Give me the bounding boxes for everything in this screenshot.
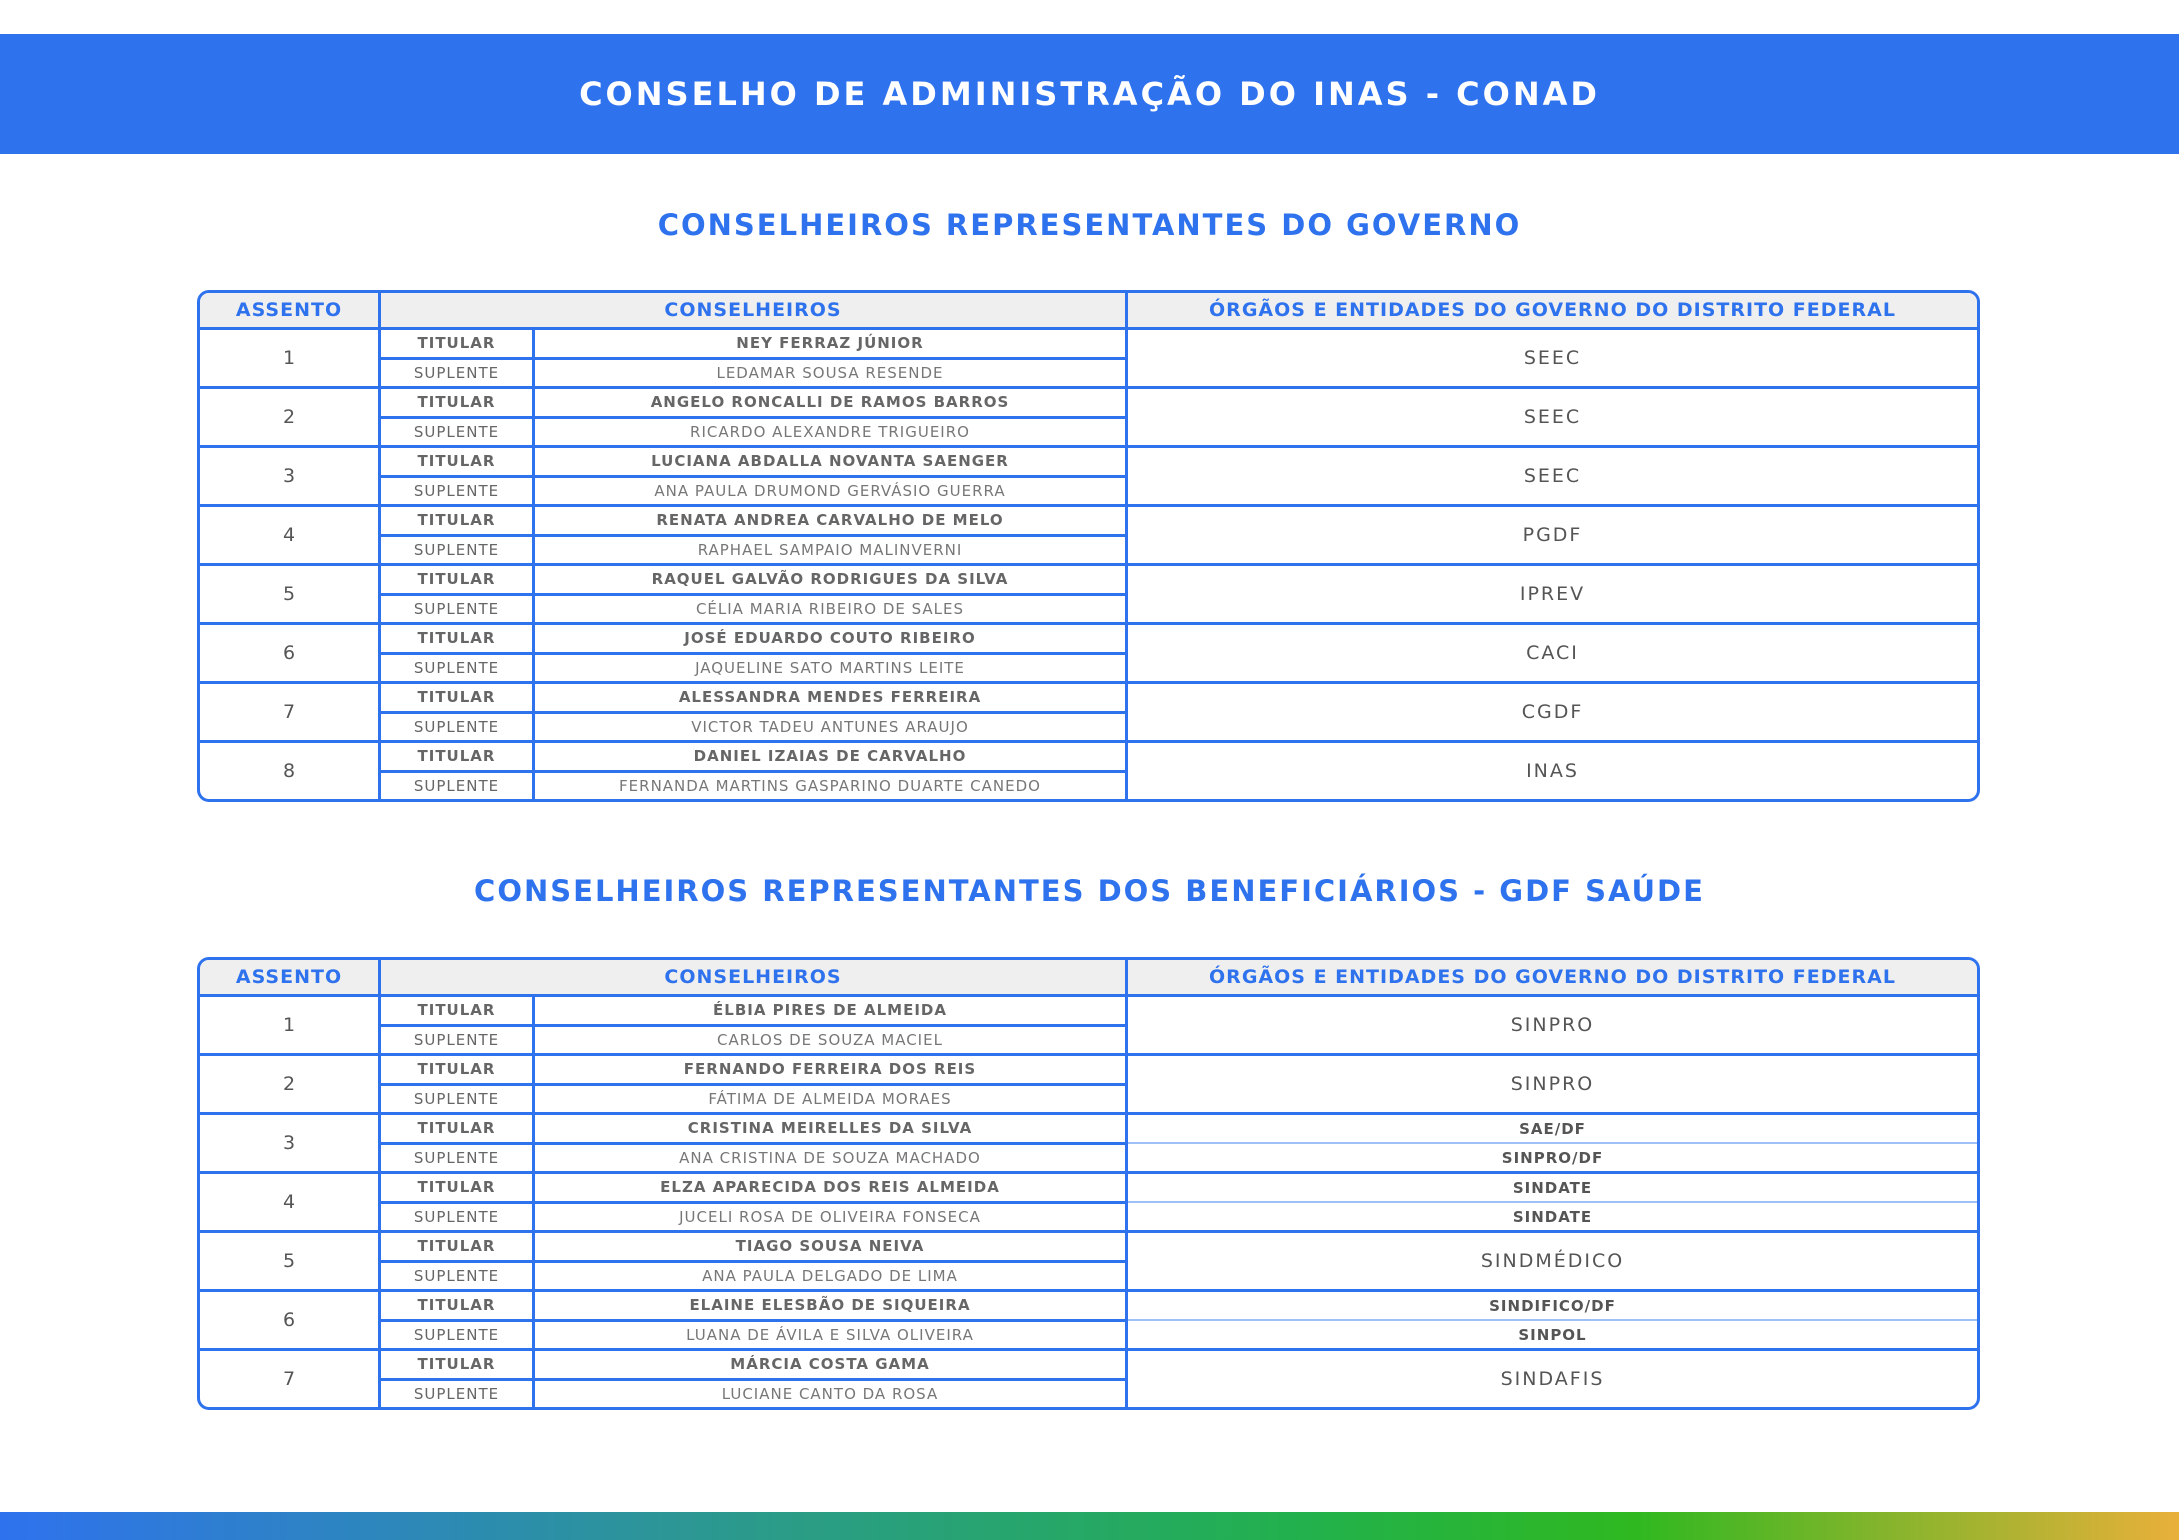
organization-cell (1128, 566, 1977, 622)
suplente-line (381, 1083, 1125, 1113)
titular-line (381, 507, 1125, 534)
suplente-line (381, 1260, 1125, 1290)
table-row (200, 330, 1977, 386)
role-label-titular: TITULAR (381, 1056, 535, 1083)
role-label-titular: TITULAR (381, 743, 535, 770)
councillors-cell (381, 1292, 1128, 1348)
titular-name: NEY FERRAZ JÚNIOR (736, 334, 924, 353)
seat-number: 4 (200, 507, 381, 563)
role-label-suplente: SUPLENTE (381, 537, 535, 564)
organization-suplente: SINPOL (1128, 1319, 1977, 1348)
organization-suplente: SINDATE (1128, 1201, 1977, 1230)
seat-number: 5 (200, 566, 381, 622)
col-header-assento: ASSENTO (200, 960, 381, 994)
suplente-line (381, 416, 1125, 446)
suplente-line (381, 534, 1125, 564)
page-title: CONSELHO DE ADMINISTRAÇÃO DO INAS - CONAD (579, 75, 1600, 113)
seat-number: 5 (200, 1233, 381, 1289)
organization-cell (1128, 330, 1977, 386)
organization-cell (1128, 1233, 1977, 1289)
organization-name: SINPRO (1510, 1073, 1595, 1095)
seat-number: 4 (200, 1174, 381, 1230)
titular-name: RENATA ANDREA CARVALHO DE MELO (656, 511, 1004, 530)
role-label-titular: TITULAR (381, 625, 535, 652)
table-row (200, 1289, 1977, 1348)
suplente-name: RAPHAEL SAMPAIO MALINVERNI (697, 540, 963, 559)
suplente-name: JAQUELINE SATO MARTINS LEITE (695, 658, 965, 677)
role-label-titular: TITULAR (381, 330, 535, 357)
titular-name: DANIEL IZAIAS DE CARVALHO (693, 747, 967, 766)
table-row (200, 504, 1977, 563)
suplente-line (381, 593, 1125, 623)
organization-cell (1128, 448, 1977, 504)
titular-line (381, 997, 1125, 1024)
titular-line (381, 1174, 1125, 1201)
organization-cell (1128, 1056, 1977, 1112)
table-row (200, 681, 1977, 740)
col-header-orgaos: ÓRGÃOS E ENTIDADES DO GOVERNO DO DISTRITO FEDERAL (1209, 299, 1896, 321)
suplente-line (381, 770, 1125, 800)
footer-gradient-bar (0, 1512, 2179, 1540)
titular-name: JOSÉ EDUARDO COUTO RIBEIRO (684, 629, 976, 648)
suplente-name: RICARDO ALEXANDRE TRIGUEIRO (690, 422, 970, 441)
role-label-titular: TITULAR (381, 997, 535, 1024)
titular-name: ALESSANDRA MENDES FERREIRA (678, 688, 982, 707)
suplente-name: VICTOR TADEU ANTUNES ARAUJO (691, 717, 969, 736)
titular-line (381, 743, 1125, 770)
organization-cell (1128, 1292, 1977, 1348)
suplente-name: JUCELI ROSA DE OLIVEIRA FONSECA (679, 1207, 981, 1226)
councillors-cell (381, 566, 1128, 622)
role-label-suplente: SUPLENTE (381, 1204, 535, 1231)
role-label-suplente: SUPLENTE (381, 419, 535, 446)
table-governo (197, 290, 1980, 802)
table-row (200, 622, 1977, 681)
councillors-cell (381, 507, 1128, 563)
suplente-name: LUCIANE CANTO DA ROSA (721, 1384, 939, 1403)
titular-name: TIAGO SOUSA NEIVA (735, 1237, 925, 1256)
councillors-cell (381, 389, 1128, 445)
role-label-suplente: SUPLENTE (381, 360, 535, 387)
table-row (200, 1053, 1977, 1112)
role-label-suplente: SUPLENTE (381, 655, 535, 682)
suplente-name: CARLOS DE SOUZA MACIEL (717, 1030, 943, 1049)
titular-name: ELAINE ELESBÃO DE SIQUEIRA (689, 1296, 971, 1315)
table-header (200, 960, 1977, 997)
titular-line (381, 1292, 1125, 1319)
role-label-suplente: SUPLENTE (381, 1263, 535, 1290)
suplente-name: LUANA DE ÁVILA E SILVA OLIVEIRA (686, 1325, 974, 1344)
organization-name: SINDAFIS (1500, 1368, 1605, 1390)
suplente-name: ANA CRISTINA DE SOUZA MACHADO (679, 1148, 981, 1167)
table-row (200, 1171, 1977, 1230)
suplente-name: FERNANDA MARTINS GASPARINO DUARTE CANEDO (619, 776, 1041, 795)
organization-name: IPREV (1519, 583, 1586, 605)
organization-cell (1128, 1174, 1977, 1230)
councillors-cell (381, 1174, 1128, 1230)
role-label-titular: TITULAR (381, 1351, 535, 1378)
titular-name: ANGELO RONCALLI DE RAMOS BARROS (650, 393, 1010, 412)
organization-name: SINDMÉDICO (1480, 1250, 1625, 1272)
titular-line (381, 330, 1125, 357)
organization-cell (1128, 507, 1977, 563)
role-label-titular: TITULAR (381, 389, 535, 416)
councillors-cell (381, 743, 1128, 799)
role-label-suplente: SUPLENTE (381, 773, 535, 800)
titular-name: FERNANDO FERREIRA DOS REIS (683, 1060, 977, 1079)
role-label-titular: TITULAR (381, 566, 535, 593)
table-row (200, 445, 1977, 504)
organization-cell (1128, 743, 1977, 799)
organization-titular: SAE/DF (1519, 1119, 1586, 1138)
role-label-suplente: SUPLENTE (381, 1381, 535, 1408)
role-label-titular: TITULAR (381, 507, 535, 534)
titular-line (381, 625, 1125, 652)
role-label-titular: TITULAR (381, 448, 535, 475)
titular-line (381, 1115, 1125, 1142)
suplente-name: LEDAMAR SOUSA RESENDE (716, 363, 944, 382)
suplente-line (381, 1024, 1125, 1054)
role-label-suplente: SUPLENTE (381, 478, 535, 505)
seat-number: 7 (200, 1351, 381, 1407)
col-header-conselheiros: CONSELHEIROS (381, 293, 1128, 327)
seat-number: 6 (200, 1292, 381, 1348)
suplente-line (381, 1319, 1125, 1349)
seat-number: 3 (200, 1115, 381, 1171)
organization-cell (1128, 625, 1977, 681)
councillors-cell (381, 1351, 1128, 1407)
organization-name: INAS (1526, 760, 1579, 782)
titular-name: ELZA APARECIDA DOS REIS ALMEIDA (660, 1178, 1000, 1197)
organization-name: CGDF (1521, 701, 1584, 723)
titular-name: ÉLBIA PIRES DE ALMEIDA (713, 1001, 947, 1020)
councillors-cell (381, 1115, 1128, 1171)
organization-titular: SINDATE (1512, 1178, 1593, 1197)
table-row (200, 386, 1977, 445)
titular-name: MÁRCIA COSTA GAMA (730, 1355, 930, 1374)
table-row (200, 563, 1977, 622)
titular-line (381, 1233, 1125, 1260)
organization-name: CACI (1526, 642, 1579, 664)
seat-number: 1 (200, 997, 381, 1053)
organization-cell (1128, 1351, 1977, 1407)
suplente-name: FÁTIMA DE ALMEIDA MORAES (708, 1089, 952, 1108)
role-label-titular: TITULAR (381, 1292, 535, 1319)
seat-number: 8 (200, 743, 381, 799)
suplente-line (381, 475, 1125, 505)
role-label-suplente: SUPLENTE (381, 714, 535, 741)
page-header (0, 34, 2179, 154)
table-row (200, 1348, 1977, 1407)
titular-line (381, 448, 1125, 475)
col-header-orgaos: ÓRGÃOS E ENTIDADES DO GOVERNO DO DISTRITO FEDERAL (1209, 966, 1896, 988)
table-row (200, 740, 1977, 799)
organization-cell (1128, 389, 1977, 445)
organization-suplente: SINPRO/DF (1128, 1142, 1977, 1171)
table-row (200, 1230, 1977, 1289)
suplente-line (381, 1378, 1125, 1408)
seat-number: 7 (200, 684, 381, 740)
titular-line (381, 389, 1125, 416)
organization-cell (1128, 997, 1977, 1053)
suplente-name: ANA PAULA DRUMOND GERVÁSIO GUERRA (654, 481, 1006, 500)
titular-line (381, 1056, 1125, 1083)
table-beneficiarios (197, 957, 1980, 1410)
suplente-name: CÉLIA MARIA RIBEIRO DE SALES (695, 599, 965, 618)
table-row (200, 1112, 1977, 1171)
councillors-cell (381, 448, 1128, 504)
role-label-titular: TITULAR (381, 1233, 535, 1260)
col-header-assento: ASSENTO (200, 293, 381, 327)
organization-name: PGDF (1522, 524, 1583, 546)
titular-line (381, 566, 1125, 593)
titular-name: CRISTINA MEIRELLES DA SILVA (687, 1119, 973, 1138)
role-label-suplente: SUPLENTE (381, 596, 535, 623)
role-label-suplente: SUPLENTE (381, 1027, 535, 1054)
seat-number: 1 (200, 330, 381, 386)
titular-name: RAQUEL GALVÃO RODRIGUES DA SILVA (651, 570, 1009, 589)
seat-number: 3 (200, 448, 381, 504)
suplente-line (381, 1142, 1125, 1172)
suplente-line (381, 652, 1125, 682)
table-row (200, 997, 1977, 1053)
councillors-cell (381, 1056, 1128, 1112)
seat-number: 2 (200, 389, 381, 445)
organization-titular: SINDIFICO/DF (1489, 1296, 1616, 1315)
role-label-suplente: SUPLENTE (381, 1145, 535, 1172)
organization-name: SEEC (1523, 347, 1582, 369)
role-label-titular: TITULAR (381, 1115, 535, 1142)
suplente-line (381, 1201, 1125, 1231)
role-label-suplente: SUPLENTE (381, 1322, 535, 1349)
organization-name: SEEC (1523, 465, 1582, 487)
suplente-line (381, 711, 1125, 741)
councillors-cell (381, 997, 1128, 1053)
role-label-titular: TITULAR (381, 684, 535, 711)
role-label-titular: TITULAR (381, 1174, 535, 1201)
councillors-cell (381, 684, 1128, 740)
titular-name: LUCIANA ABDALLA NOVANTA SAENGER (651, 452, 1009, 471)
section-title-governo: CONSELHEIROS REPRESENTANTES DO GOVERNO (657, 208, 1522, 242)
suplente-line (381, 357, 1125, 387)
titular-line (381, 684, 1125, 711)
table-header (200, 293, 1977, 330)
councillors-cell (381, 330, 1128, 386)
suplente-name: ANA PAULA DELGADO DE LIMA (702, 1266, 958, 1285)
organization-cell (1128, 684, 1977, 740)
councillors-cell (381, 1233, 1128, 1289)
seat-number: 6 (200, 625, 381, 681)
titular-line (381, 1351, 1125, 1378)
section-title-beneficiarios: CONSELHEIROS REPRESENTANTES DOS BENEFICIÁRIOS - GDF SAÚDE (474, 874, 1705, 908)
col-header-conselheiros: CONSELHEIROS (381, 960, 1128, 994)
councillors-cell (381, 625, 1128, 681)
seat-number: 2 (200, 1056, 381, 1112)
organization-name: SINPRO (1510, 1014, 1595, 1036)
organization-cell (1128, 1115, 1977, 1171)
organization-name: SEEC (1523, 406, 1582, 428)
role-label-suplente: SUPLENTE (381, 1086, 535, 1113)
